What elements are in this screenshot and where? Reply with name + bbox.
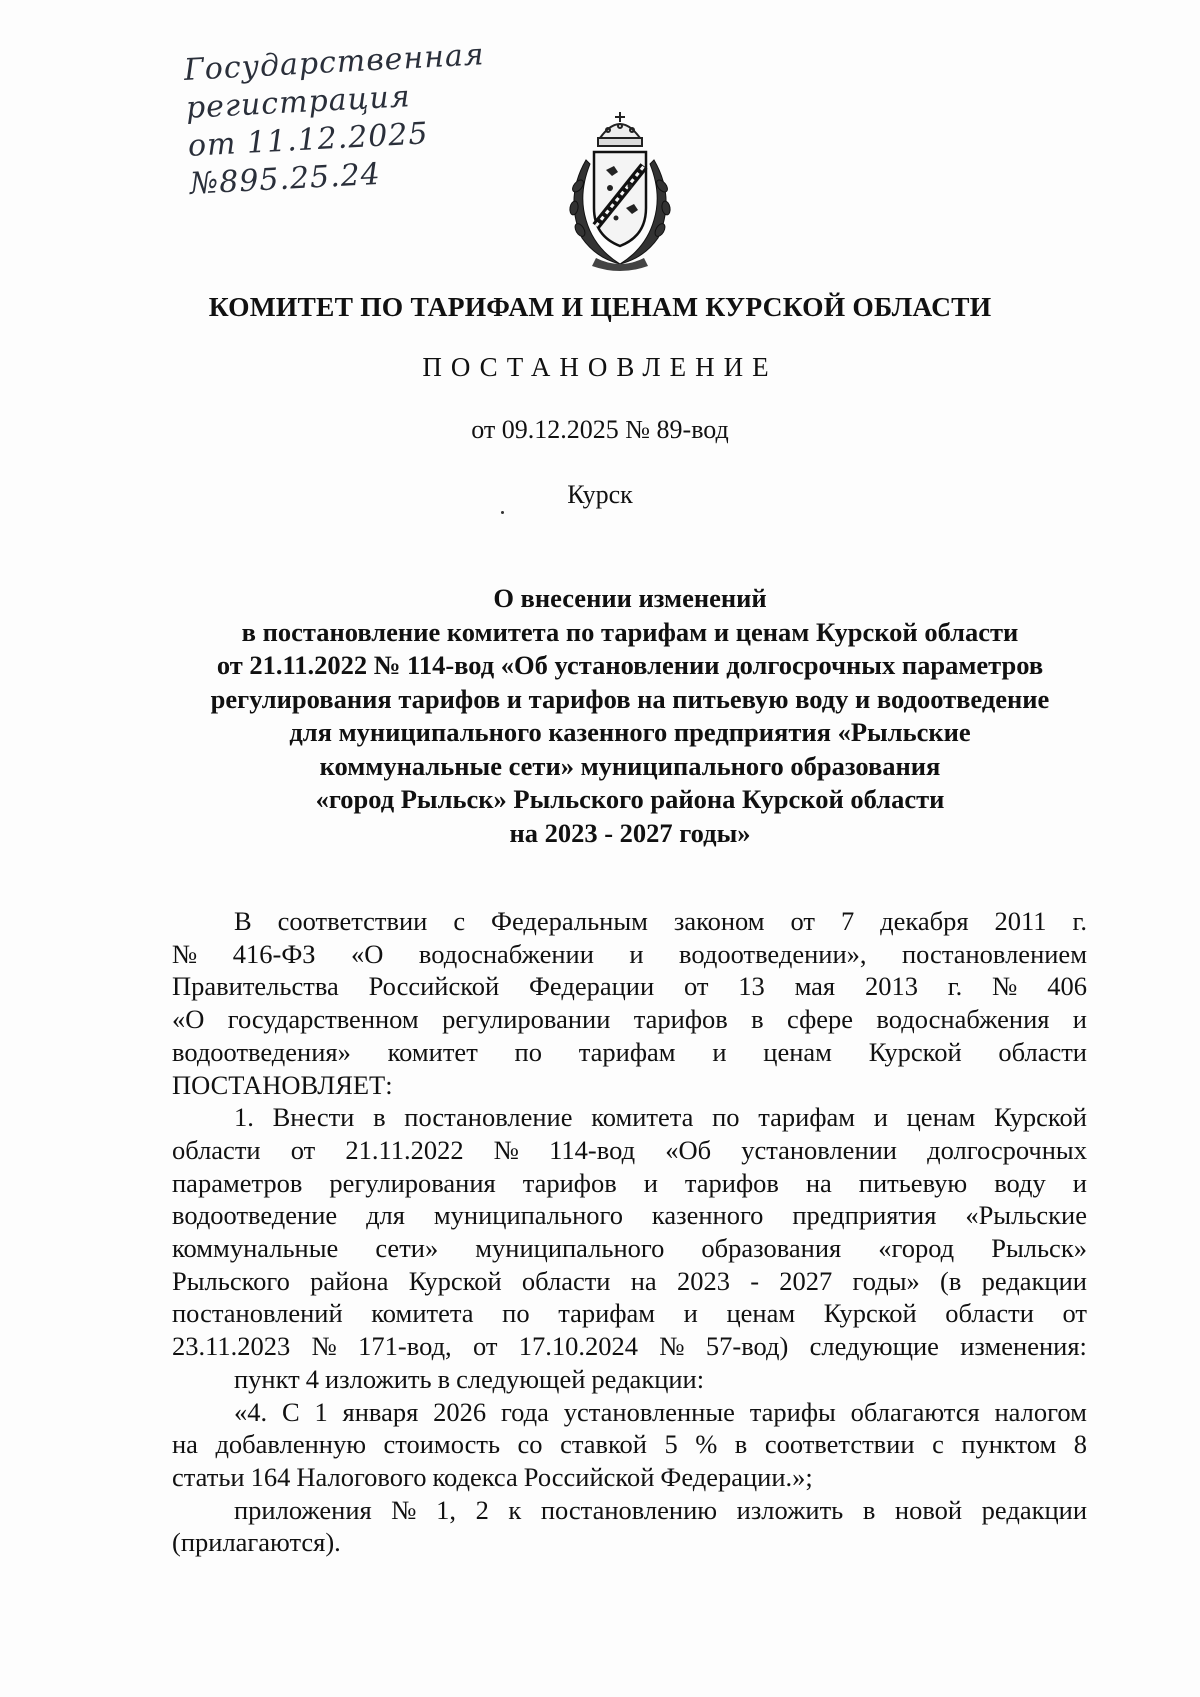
scan-speck (501, 511, 504, 514)
word: тарифов (684, 1167, 779, 1198)
body-line (172, 1134, 1087, 1167)
word: водоотведение (172, 1200, 338, 1231)
word: 164 (250, 1461, 291, 1492)
body-line (172, 1396, 1087, 1429)
word: в (734, 1429, 748, 1460)
word: «Рыльские (965, 1200, 1087, 1231)
word: 114-вод (549, 1134, 636, 1165)
word: № (391, 1494, 417, 1525)
word: 1. (234, 1102, 254, 1133)
word: по (502, 1298, 530, 1329)
word: в (373, 1102, 386, 1133)
body-line (172, 1167, 1087, 1200)
word: регулировании (442, 1004, 611, 1035)
word: в (862, 1494, 876, 1525)
body-line (172, 1199, 1087, 1232)
word: 4 (305, 1363, 319, 1394)
word: водоотведении», (679, 938, 867, 969)
body-line (172, 1265, 1087, 1298)
body-line (172, 1069, 1087, 1102)
word: Курской (823, 1298, 917, 1329)
word: в (751, 1004, 764, 1035)
body-line (172, 1363, 1087, 1396)
word: ПОСТАНОВЛЯЕТ: (172, 1069, 393, 1100)
word: новой (894, 1494, 963, 1525)
word: 2 (475, 1494, 489, 1525)
word: следующие (809, 1331, 939, 1362)
title-line: «город Рыльск» Рыльского района Курской области (315, 784, 945, 814)
word: ценам (763, 1036, 832, 1067)
word: стоимость (383, 1429, 501, 1460)
word: тарифам (578, 1036, 676, 1067)
word: тарифов (522, 1167, 617, 1198)
word: Российской (368, 971, 500, 1002)
committee-heading: КОМИТЕТ ПО ТАРИФАМ И ЦЕНАМ КУРСКОЙ ОБЛАСТИ (208, 291, 992, 322)
word: Внести (272, 1102, 355, 1133)
word: % (695, 1429, 718, 1460)
body-line (172, 1330, 1087, 1363)
word: тарифам (558, 1298, 656, 1329)
word: № (493, 1134, 520, 1165)
word: комитета (371, 1298, 474, 1329)
word: и (629, 938, 644, 969)
word: на (805, 1167, 832, 1198)
word: и (683, 1298, 698, 1329)
word: № (172, 938, 198, 969)
title-line: для муниципального казенного предприятия «Рыльские (289, 717, 971, 747)
word: комитет (387, 1036, 478, 1067)
word: статьи (172, 1461, 245, 1492)
word: пункт (234, 1363, 300, 1394)
word: соответствии (764, 1429, 915, 1460)
word: предприятия (792, 1200, 937, 1231)
word: 2026 (433, 1396, 487, 1427)
word: воду (994, 1167, 1046, 1198)
word: с (932, 1429, 944, 1460)
word: от (290, 1134, 316, 1165)
word: муниципального (475, 1233, 665, 1264)
body-line (172, 1101, 1087, 1134)
word: 8 (1073, 1429, 1087, 1460)
word: для (366, 1200, 405, 1231)
word: «О (172, 1004, 205, 1035)
word: - (750, 1265, 760, 1296)
word: 21.11.2022 (345, 1134, 464, 1165)
word: Рыльск» (991, 1233, 1087, 1264)
word: изложить (324, 1363, 432, 1394)
word: казенного (651, 1200, 764, 1231)
document-title (150, 582, 1110, 850)
word: водоотведения» (172, 1036, 351, 1067)
word: по (712, 1102, 740, 1133)
word: комитета (591, 1102, 694, 1133)
word: редакции: (591, 1363, 705, 1394)
word: налогом (994, 1396, 1087, 1427)
word: 23.11.2023 (172, 1331, 291, 1362)
word: установлении (741, 1134, 897, 1165)
word: от (683, 971, 709, 1002)
body-line (172, 1494, 1087, 1527)
word: 2013 (864, 971, 918, 1002)
word: тарифов (633, 1004, 728, 1035)
word: В (234, 906, 252, 936)
title-line: от 21.11.2022 № 114-вод «Об установлении долгосрочных параметров (216, 650, 1044, 680)
word: 17.10.2024 (518, 1331, 639, 1362)
word: области (998, 1036, 1087, 1067)
title-line: регулирования тарифов и тарифов на питьевую воду и водоотведение (210, 683, 1050, 714)
title-line: О внесении изменений (493, 583, 767, 613)
word: с (453, 906, 466, 936)
word: редакции (981, 1265, 1087, 1296)
word: приложения (234, 1494, 372, 1525)
word: образования (701, 1233, 842, 1264)
word: сети» (375, 1233, 439, 1264)
word: года (500, 1396, 549, 1427)
word: № (992, 971, 1018, 1002)
word: Федеральным (491, 906, 648, 936)
title-line: коммунальные сети» муниципального образования (319, 750, 941, 781)
document-body (172, 905, 1087, 1559)
word: Правительства (172, 971, 339, 1002)
document-type: ПОСТАНОВЛЕНИЕ (422, 352, 778, 382)
word: законом (673, 906, 765, 936)
word: 5 (664, 1429, 678, 1460)
handwritten-registration-note (183, 33, 550, 204)
word: питьевую (858, 1167, 968, 1198)
word: Налогового (296, 1461, 427, 1492)
word: от (1062, 1298, 1087, 1329)
word: мая (794, 971, 836, 1002)
body-line (172, 1428, 1087, 1461)
word: и (712, 1036, 727, 1067)
word: в (437, 1363, 451, 1394)
word: на (172, 1429, 198, 1460)
word: «Об (665, 1134, 712, 1165)
word: 57-вод) (705, 1331, 789, 1362)
word: параметров (172, 1167, 303, 1198)
word: «О (351, 938, 384, 969)
word: г. (947, 971, 963, 1002)
word: пунктом (961, 1429, 1057, 1460)
word: 406 (1047, 971, 1087, 1002)
title-line: на 2023 - 2027 годы» (509, 817, 751, 848)
coat-of-arms-icon (556, 108, 684, 272)
word: соответствии (277, 906, 428, 936)
word: 2027 (779, 1265, 833, 1296)
word: г. (1072, 906, 1087, 936)
word: тарифам (758, 1102, 856, 1133)
word: Рыльского (172, 1265, 290, 1296)
word: Федерации.»; (660, 1461, 813, 1492)
word: 13 (738, 971, 765, 1002)
handwritten-line: регистрация (185, 79, 412, 126)
body-line (172, 1461, 1087, 1494)
word: установленные (563, 1396, 735, 1427)
word: 2023 (676, 1265, 730, 1296)
word: на (630, 1265, 657, 1296)
word: государственном (227, 1004, 419, 1035)
word: № (311, 1331, 337, 1362)
word: декабря (880, 906, 969, 936)
word: от (790, 906, 815, 936)
body-line (172, 1003, 1087, 1036)
word: № (659, 1331, 685, 1362)
word: области (172, 1134, 261, 1165)
word: изложить (736, 1494, 844, 1525)
word: регулирования (329, 1167, 496, 1198)
word: постановлений (172, 1298, 343, 1329)
handwritten-line: Государственная (183, 37, 486, 88)
word: и (1072, 1004, 1087, 1035)
word: 1 (314, 1396, 328, 1427)
word: Российской (523, 1461, 655, 1492)
word: Курской (868, 1036, 962, 1067)
word: и (1072, 1167, 1087, 1198)
word: сфере (787, 1004, 854, 1035)
word: 2011 (994, 906, 1047, 936)
body-line (172, 1297, 1087, 1330)
body-line (172, 1232, 1087, 1265)
word: тарифы (749, 1396, 836, 1427)
word: 416-ФЗ (232, 938, 316, 969)
word: (прилагаются). (172, 1527, 341, 1558)
title-line: в постановление комитета по тарифам и ценам Курской области (241, 616, 1019, 647)
word: района (310, 1265, 389, 1296)
word: «город (878, 1233, 955, 1264)
word: со (517, 1429, 543, 1460)
document-city: Курск (567, 480, 633, 509)
word: Федерации (529, 971, 655, 1002)
document-number-date: от 09.12.2025 № 89-вод (471, 415, 729, 444)
word: области (945, 1298, 1034, 1329)
word: по (514, 1036, 542, 1067)
word: кодекса (432, 1461, 518, 1492)
word: изменения: (960, 1331, 1087, 1362)
word: января (342, 1396, 419, 1427)
body-line (172, 1526, 1087, 1559)
word: долгосрочных (927, 1134, 1087, 1165)
word: ставкой (560, 1429, 647, 1460)
word: 1, (436, 1494, 456, 1525)
word: (в (940, 1265, 962, 1296)
word: редакции (981, 1494, 1087, 1525)
word: 171-вод, (358, 1331, 452, 1362)
word: облагаются (850, 1396, 980, 1427)
word: «4. (234, 1396, 268, 1427)
word: ценам (906, 1102, 976, 1133)
word: Курской (408, 1265, 502, 1296)
word: постановлению (540, 1494, 718, 1525)
word: добавленную (215, 1429, 366, 1460)
word: Курской (993, 1102, 1087, 1133)
word: водоснабжения (876, 1004, 1050, 1035)
body-line (172, 1036, 1087, 1069)
word: от (472, 1331, 498, 1362)
word: муниципального (433, 1200, 623, 1231)
word: 7 (840, 906, 855, 936)
word: С (281, 1396, 300, 1427)
handwritten-line: №895.25.24 (189, 156, 382, 202)
body-line (172, 938, 1087, 971)
word: и (643, 1167, 658, 1198)
word: области (521, 1265, 611, 1296)
word: к (508, 1494, 522, 1525)
word: ценам (726, 1298, 796, 1329)
word: коммунальные (172, 1233, 339, 1264)
word: постановление (404, 1102, 573, 1133)
word: годы» (852, 1265, 920, 1296)
body-line (172, 970, 1087, 1003)
word: водоснабжении (418, 938, 594, 969)
handwritten-line: от 11.12.2025 (187, 116, 430, 164)
word: и (873, 1102, 888, 1133)
word: следующей (456, 1363, 586, 1394)
body-line (172, 905, 1087, 938)
word: постановлением (901, 938, 1087, 969)
